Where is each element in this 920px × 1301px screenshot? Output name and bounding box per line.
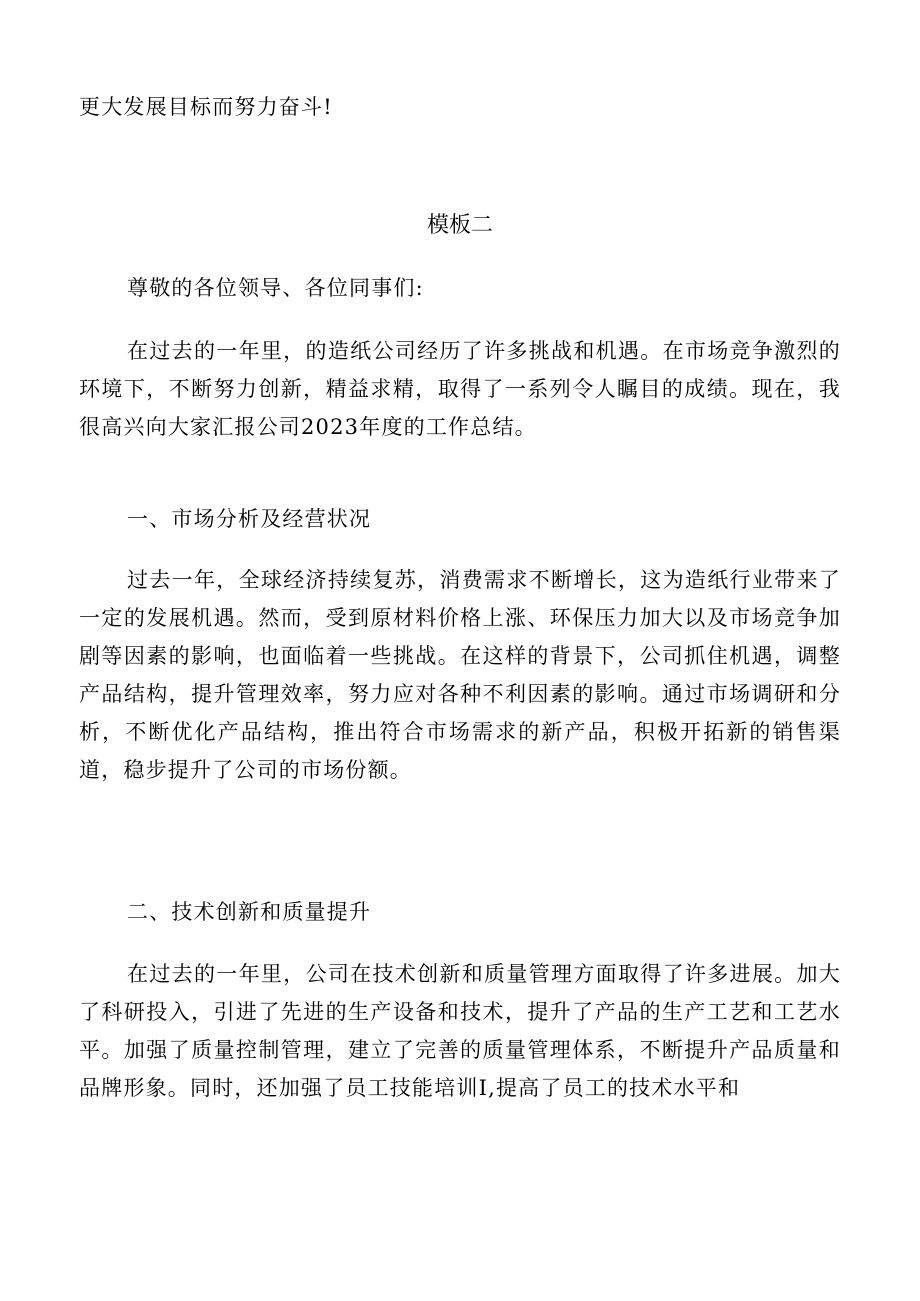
document-title: 模板二 — [426, 213, 493, 238]
section-1-heading: 一、市场分析及经营状况 — [127, 507, 372, 531]
continued-paragraph: 更大发展目标而努力奋斗! — [79, 95, 333, 119]
section-1-paragraph: 过去一年，全球经济持续复苏，消费需求不断增长，这为造纸行业带来了一定的发展机遇。然而，受到原材料价格上涨、环保压力加大以及市场竞争加剧等因素的影响，也面临着一些挑战。在这样的背景下，公司抓住机遇，调整产品结构，提升管理效率，努力应对各种不利因素的影响。通过市场调研和分析，不断优化产品结构，推出符合市场需求的新产品，积极开拓新的销售渠道，稳步提升了公司的市场份额。 — [79, 568, 841, 782]
section-2-paragraph: 在过去的一年里，公司在技术创新和质量管理方面取得了许多进展。加大了科研投入，引进了先进的生产设备和技术，提升了产品的生产工艺和工艺水平。加强了质量控制管理，建立了完善的质量管理体系，不断提升产品质量和品牌形象。同时，还加强了员工技能培训I,提高了员工的技术水平和 — [79, 962, 841, 1100]
greeting-paragraph: 尊敬的各位领导、各位同事们: — [127, 276, 424, 300]
intro-paragraph: 在过去的一年里，的造纸公司经历了许多挑战和机遇。在市场竞争激烈的环境下，不断努力创新，精益求精，取得了一系列令人瞩目的成绩。现在，我很高兴向大家汇报公司2023年度的工作总结。 — [79, 339, 841, 439]
section-2-heading: 二、技术创新和质量提升 — [127, 900, 372, 924]
